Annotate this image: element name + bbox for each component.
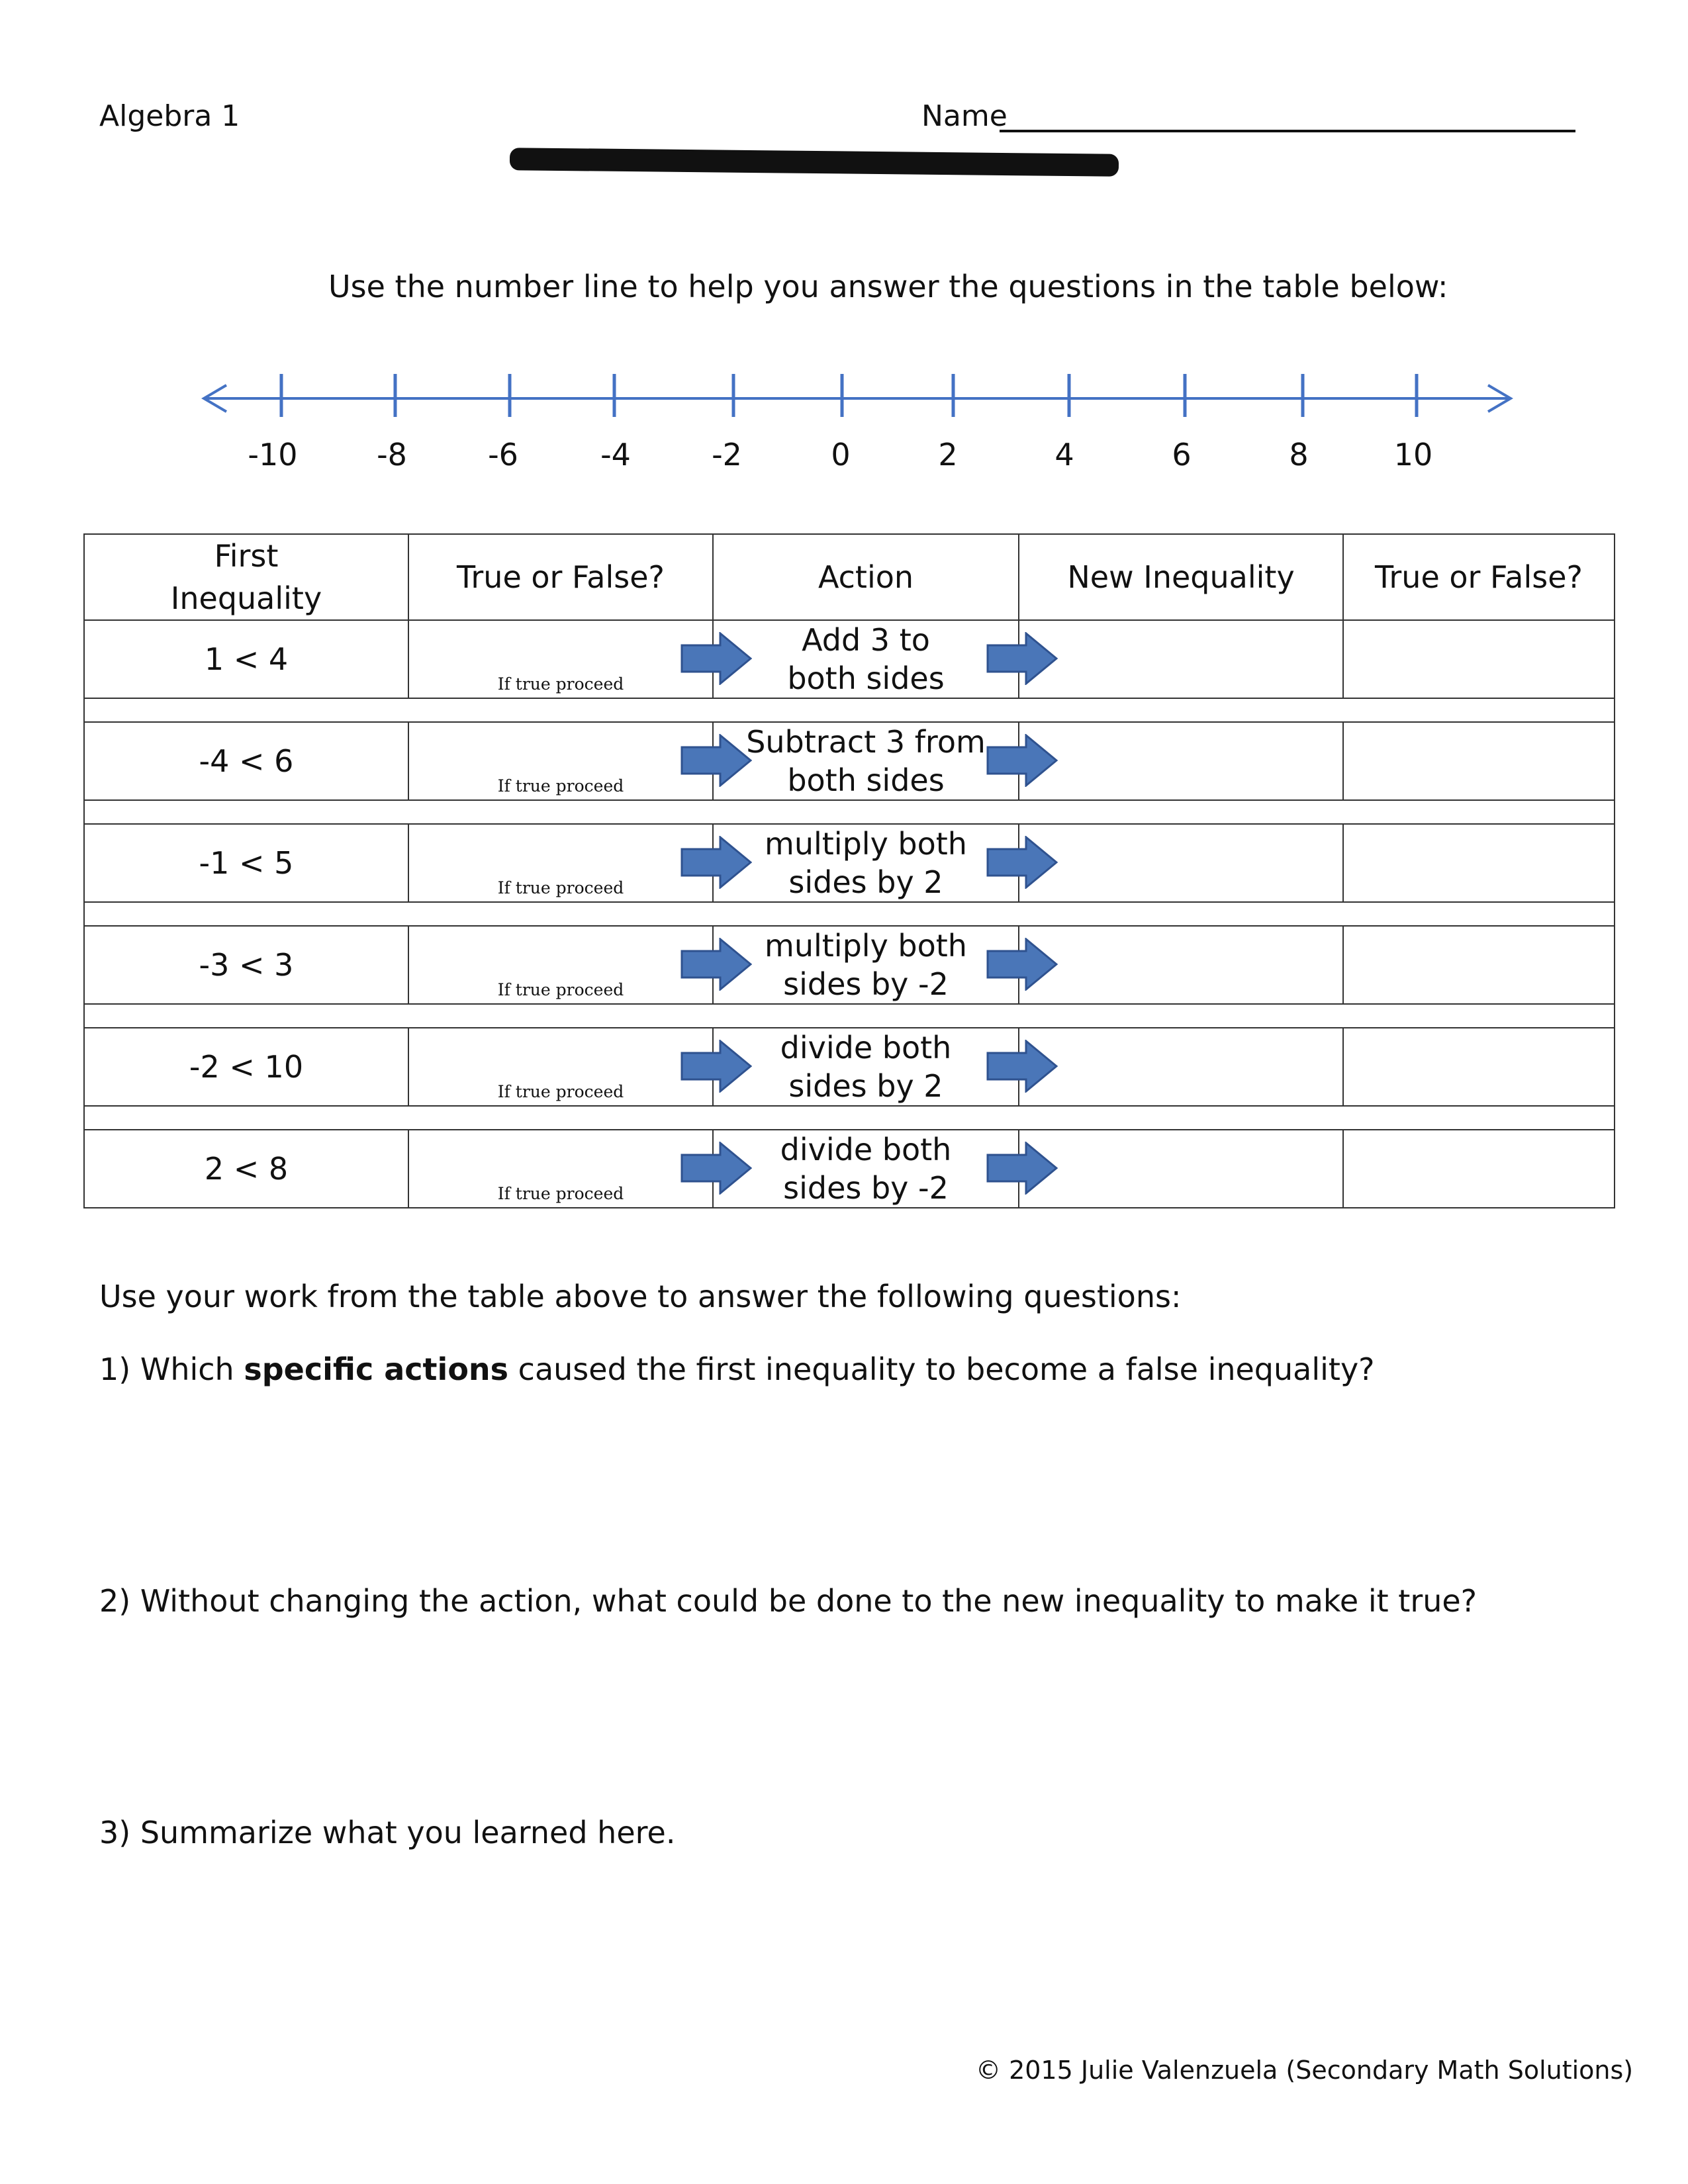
action-line-1: multiply both	[765, 928, 967, 964]
table-row	[84, 824, 1615, 902]
action-cell	[713, 620, 1019, 698]
header-true-or-false-2: True or False?	[1343, 534, 1615, 620]
number-label: 6	[1172, 437, 1192, 473]
if-true-proceed-note: If true proceed	[497, 776, 624, 796]
true-false-2-answer-cell[interactable]	[1343, 824, 1615, 902]
first-inequality-text: -1 < 5	[199, 845, 294, 881]
new-inequality-answer-cell[interactable]	[1019, 620, 1343, 698]
if-true-proceed-note: If true proceed	[497, 1082, 624, 1101]
inequality-table	[83, 533, 1615, 1208]
table-spacer-row	[84, 698, 1615, 722]
if-true-proceed-note: If true proceed	[497, 980, 624, 999]
table-row	[84, 722, 1615, 800]
action-cell	[713, 1130, 1019, 1208]
question-1-prefix: 1) Which	[99, 1351, 244, 1387]
table-row	[84, 1130, 1615, 1208]
number-line	[0, 357, 1688, 430]
first-inequality-cell	[84, 1028, 408, 1106]
table-spacer-row	[84, 1004, 1615, 1028]
true-false-answer-cell[interactable]	[408, 1130, 713, 1208]
if-true-proceed-note: If true proceed	[497, 878, 624, 897]
table-spacer-row	[84, 800, 1615, 824]
table-row	[84, 620, 1615, 698]
number-line-instruction: Use the number line to help you answer the questions in the table below:	[328, 269, 1448, 304]
number-label: -2	[712, 437, 742, 473]
table-row	[84, 926, 1615, 1004]
first-inequality-text: 1 < 4	[204, 641, 289, 677]
new-inequality-answer-cell[interactable]	[1019, 1130, 1343, 1208]
true-false-answer-cell[interactable]	[408, 722, 713, 800]
action-line-1: Add 3 to	[802, 622, 930, 658]
question-1	[99, 1351, 1375, 1387]
copyright-footer: © 2015 Julie Valenzuela (Secondary Math Solutions)	[976, 2056, 1634, 2085]
action-cell	[713, 1028, 1019, 1106]
table-spacer-row	[84, 902, 1615, 926]
first-inequality-text: 2 < 8	[204, 1151, 289, 1187]
number-label: 4	[1055, 437, 1074, 473]
action-line-1: multiply both	[765, 826, 967, 862]
question-2-answer-space[interactable]	[99, 1615, 1589, 1774]
new-inequality-answer-cell[interactable]	[1019, 926, 1343, 1004]
true-false-2-answer-cell[interactable]	[1343, 722, 1615, 800]
action-line-2: sides by 2	[788, 864, 943, 900]
true-false-2-answer-cell[interactable]	[1343, 620, 1615, 698]
question-3: 3) Summarize what you learned here.	[99, 1815, 676, 1850]
number-label: -4	[600, 437, 631, 473]
spacer-cell	[84, 1106, 1615, 1130]
new-inequality-answer-cell[interactable]	[1019, 722, 1343, 800]
redaction-mark	[510, 148, 1119, 177]
action-cell	[713, 824, 1019, 902]
action-line-2: both sides	[787, 660, 945, 696]
new-inequality-answer-cell[interactable]	[1019, 824, 1343, 902]
true-false-answer-cell[interactable]	[408, 620, 713, 698]
first-inequality-text: -2 < 10	[189, 1049, 304, 1085]
name-blank-line[interactable]	[1000, 130, 1575, 132]
if-true-proceed-note: If true proceed	[497, 674, 624, 694]
spacer-cell	[84, 1004, 1615, 1028]
question-1-answer-space[interactable]	[99, 1383, 1589, 1542]
action-line-2: sides by -2	[783, 1170, 949, 1206]
question-1-suffix: caused the first inequality to become a false inequality?	[508, 1351, 1375, 1387]
true-false-answer-cell[interactable]	[408, 1028, 713, 1106]
action-line-1: divide both	[780, 1132, 952, 1167]
number-label: 2	[938, 437, 958, 473]
true-false-2-answer-cell[interactable]	[1343, 1028, 1615, 1106]
action-cell	[713, 722, 1019, 800]
first-inequality-cell	[84, 1130, 408, 1208]
first-inequality-text: -4 < 6	[199, 743, 294, 779]
action-line-1: Subtract 3 from	[746, 724, 986, 760]
spacer-cell	[84, 800, 1615, 824]
first-inequality-cell	[84, 824, 408, 902]
question-3-answer-space[interactable]	[99, 1846, 1589, 2045]
action-line-2: both sides	[787, 762, 945, 798]
number-label: -10	[248, 437, 298, 473]
if-true-proceed-note: If true proceed	[497, 1184, 624, 1203]
question-1-bold: specific actions	[244, 1351, 509, 1387]
number-label: 10	[1393, 437, 1433, 473]
true-false-2-answer-cell[interactable]	[1343, 1130, 1615, 1208]
action-line-2: sides by 2	[788, 1068, 943, 1104]
spacer-cell	[84, 902, 1615, 926]
action-line-2: sides by -2	[783, 966, 949, 1002]
true-false-answer-cell[interactable]	[408, 824, 713, 902]
true-false-2-answer-cell[interactable]	[1343, 926, 1615, 1004]
table-spacer-row	[84, 1106, 1615, 1130]
number-label: -6	[488, 437, 518, 473]
first-inequality-text: -3 < 3	[199, 947, 294, 983]
header-true-or-false: True or False?	[408, 534, 713, 620]
course-title: Algebra 1	[99, 99, 240, 133]
action-line-1: divide both	[780, 1030, 952, 1066]
questions-intro: Use your work from the table above to answer the following questions:	[99, 1279, 1182, 1314]
header-action: Action	[713, 534, 1019, 620]
name-label: Name	[921, 99, 1008, 133]
question-2: 2) Without changing the action, what could be done to the new inequality to make it true?	[99, 1583, 1477, 1619]
first-inequality-cell	[84, 926, 408, 1004]
table-row	[84, 1028, 1615, 1106]
first-inequality-cell	[84, 722, 408, 800]
true-false-answer-cell[interactable]	[408, 926, 713, 1004]
spacer-cell	[84, 698, 1615, 722]
header-new-inequality: New Inequality	[1019, 534, 1343, 620]
number-label: 8	[1289, 437, 1309, 473]
first-inequality-cell	[84, 620, 408, 698]
number-label: 0	[831, 437, 851, 473]
number-label: -8	[377, 437, 407, 473]
header-first-inequality: First Inequality	[84, 534, 408, 620]
action-cell	[713, 926, 1019, 1004]
table-header-row	[84, 534, 1615, 620]
new-inequality-answer-cell[interactable]	[1019, 1028, 1343, 1106]
